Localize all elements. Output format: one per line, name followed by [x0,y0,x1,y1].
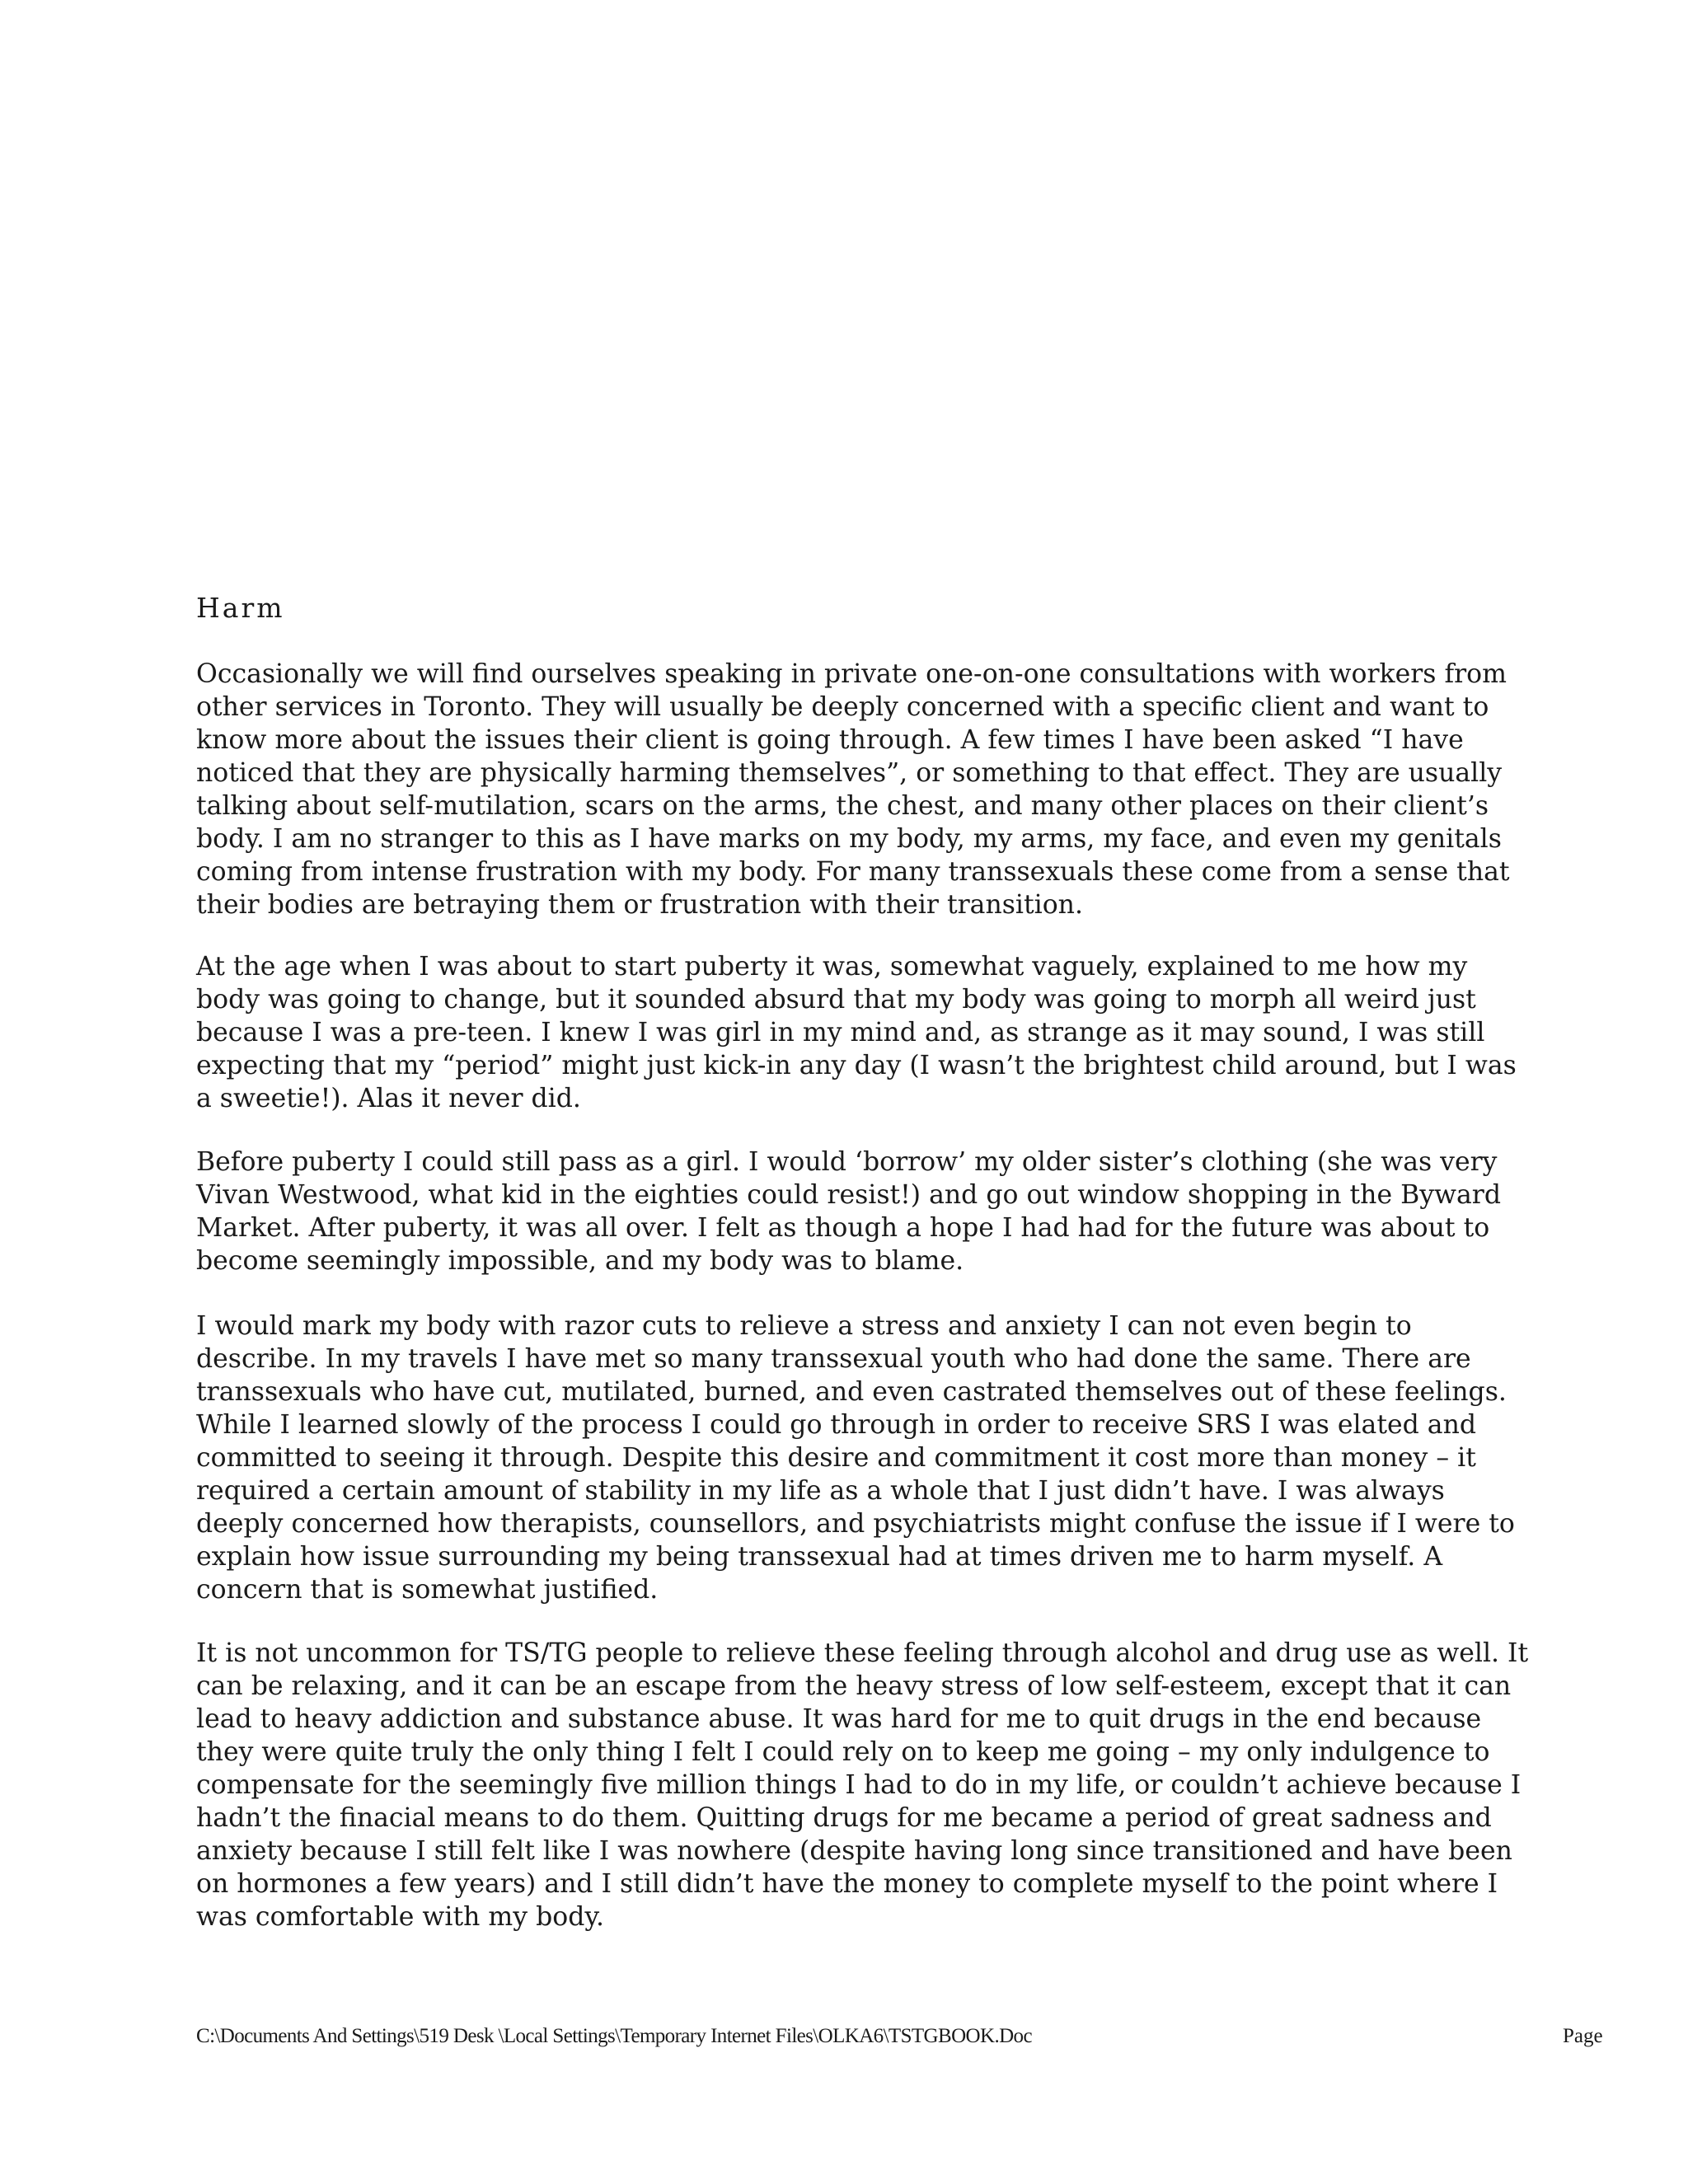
footer-file-path: C:\Documents And Settings\519 Desk \Local Settings\Temporary Internet Files\OLKA6\TSTGBOOK.Doc [196,2025,1032,2047]
paragraph [196,1310,1515,1606]
text-line: become seemingly impossible, and my body was to blame. [196,1246,964,1276]
text-line: explain how issue surrounding my being transsexual had at times driven me to harm myself. A [196,1542,1443,1572]
text-line: know more about the issues their client is going through. A few times I have been asked “I have [196,725,1464,755]
text-line: on hormones a few years) and I still didn’t have the money to complete myself to the point where I [196,1869,1498,1899]
text-line: compensate for the seemingly five million things I had to do in my life, or couldn’t achieve because I [196,1770,1522,1800]
text-line: because I was a pre-teen. I knew I was girl in my mind and, as strange as it may sound, I was still [196,1018,1485,1047]
text-line: noticed that they are physically harming themselves”, or something to that effect. They are usually [196,758,1503,788]
text-line: anxiety because I still felt like I was nowhere (despite having long since transitioned and have been [196,1836,1512,1866]
text-line: body was going to change, but it sounded absurd that my body was going to morph all weird just [196,985,1476,1015]
text-line: a sweetie!). Alas it never did. [196,1084,581,1113]
text-line: Market. After puberty, it was all over. I felt as though a hope I had had for the future was about to [196,1213,1490,1243]
paragraph [196,658,1510,921]
text-line: their bodies are betraying them or frustration with their transition. [196,890,1083,920]
text-line: can be relaxing, and it can be an escape from the heavy stress of low self-esteem, except that it can [196,1671,1512,1701]
text-line: transsexuals who have cut, mutilated, burned, and even castrated themselves out of these feelings. [196,1377,1507,1407]
text-line: hadn’t the finacial means to do them. Quitting drugs for me became a period of great sadness and [196,1803,1492,1833]
text-line: Before puberty I could still pass as a girl. I would ‘borrow’ my older sister’s clothing (she was very [196,1147,1498,1177]
text-line: I would mark my body with razor cuts to relieve a stress and anxiety I can not even begin to [196,1311,1412,1341]
text-line: While I learned slowly of the process I could go through in order to receive SRS I was elated and [196,1410,1477,1440]
text-line: was comfortable with my body. [196,1902,605,1932]
text-line: Occasionally we will find ourselves speaking in private one-on-one consultations with workers from [196,659,1507,689]
text-line: At the age when I was about to start puberty it was, somewhat vaguely, explained to me how my [196,952,1468,982]
text-line: body. I am no stranger to this as I have marks on my body, my arms, my face, and even my genitals [196,824,1502,854]
footer-page-label: Page [1563,2025,1603,2047]
text-line: other services in Toronto. They will usually be deeply concerned with a specific client and want to [196,692,1489,722]
text-line: committed to seeing it through. Despite this desire and commitment it cost more than money – it [196,1443,1476,1473]
paragraph [196,1146,1501,1277]
text-line: deeply concerned how therapists, counsellors, and psychiatrists might confuse the issue if I were to [196,1509,1515,1539]
text-line: Vivan Westwood, what kid in the eighties could resist!) and go out window shopping in the Byward [196,1180,1502,1210]
text-line: describe. In my travels I have met so many transsexual youth who had done the same. There are [196,1344,1471,1374]
text-line: It is not uncommon for TS/TG people to relieve these feeling through alcohol and drug use as well. It [196,1638,1529,1668]
text-line: coming from intense frustration with my body. For many transsexuals these come from a sense that [196,857,1510,887]
text-line: expecting that my “period” might just kick-in any day (I wasn’t the brightest child around, but I was [196,1051,1517,1080]
page-title: Harm [196,592,285,624]
paragraph [196,950,1517,1115]
paragraph [196,1637,1528,1933]
text-line: concern that is somewhat justified. [196,1575,659,1605]
text-line: required a certain amount of stability in my life as a whole that I just didn’t have. I was always [196,1476,1445,1506]
text-line: talking about self-mutilation, scars on the arms, the chest, and many other places on their client’s [196,791,1489,821]
text-line: lead to heavy addiction and substance abuse. It was hard for me to quit drugs in the end because [196,1704,1482,1734]
text-line: they were quite truly the only thing I felt I could rely on to keep me going – my only indulgence to [196,1737,1490,1767]
